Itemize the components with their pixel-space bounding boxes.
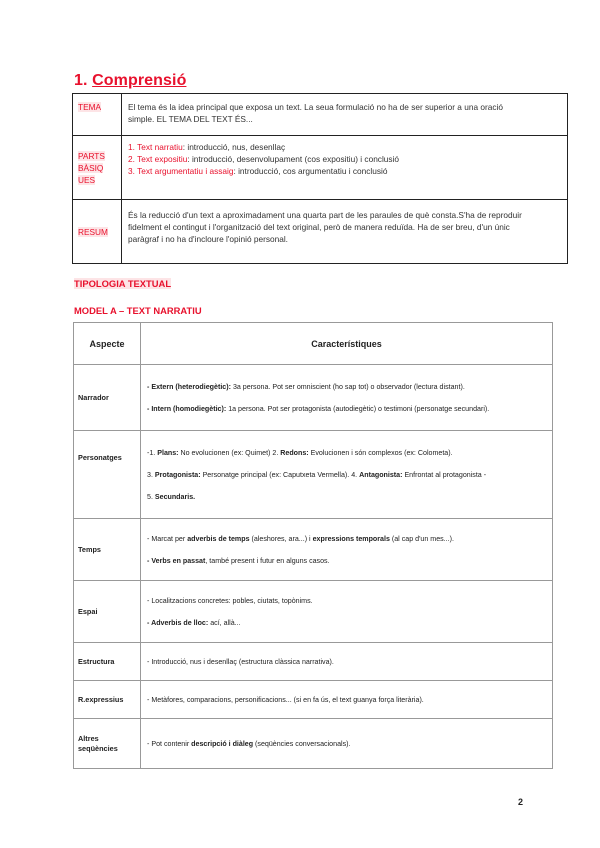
section-title [74,72,186,90]
text-resum: És la reducció d'un text a aproximadament una quarta part de les paraules de què consta.S'ha de reproduir fidelment el contingut i l'organització del text original, però de manera reduïda. Ha de ser breu, d'un únic paràgraf i no ha d'incloure l'opinió personal. [122,200,568,264]
row-temps [74,519,553,581]
desc-personatges: -1. Plans: No evolucionen (ex: Quimet) 2. Redons: Evolucionen i són complexos (ex: Colometa). 3. Protagonista: Personatge principal (ex: Caputxeta Vermella). 4. Antagonista: Enfrontat al protagonista - 5. Secundaris. [141,431,553,519]
aspect-personatges: Personatges [74,431,141,519]
label-parts: PARTS BÀSIQ UES [73,136,122,200]
aspect-espai: Espai [74,581,141,643]
label-tema: TEMA [73,94,122,136]
comprension-table [72,93,568,264]
info-row-tema [73,94,568,136]
aspect-temps: Temps [74,519,141,581]
model-a-table [73,322,553,769]
desc-narrador: - Extern (heterodiegètic): 3a persona. Pot ser omniscient (ho sap tot) o observador (lectura distant). - Intern (homodiegètic): 1a persona. Pot ser protagonista (autodiegètic) o testimoni (personatge secundari). [141,365,553,431]
label-resum: RESUM [73,200,122,264]
desc-estructura: - Introducció, nus i desenllaç (estructura clàssica narrativa). [141,643,553,681]
row-personatges [74,431,553,519]
row-rexpressius [74,681,553,719]
section-number: 1. [74,72,88,89]
header-caracteristiques: Característiques [141,323,553,365]
part-argumentatiu: 3. Text argumentatiu i assaig: introducció, cos argumentatiu i conclusió [128,166,388,176]
row-altres [74,719,553,769]
text-tema: El tema és la idea principal que exposa un text. La seua formulació no ha de ser superior a una oració simple. EL TEMA DEL TEXT ÉS... [122,94,568,136]
section-title-text: Comprensió [92,72,187,89]
aspect-narrador: Narrador [74,365,141,431]
info-row-parts [73,136,568,200]
row-estructura [74,643,553,681]
part-expositiu: 2. Text expositiu: introducció, desenvolupament (cos expositiu) i conclusió [128,154,400,164]
row-espai [74,581,553,643]
aspect-estructura: Estructura [74,643,141,681]
aspect-rexpressius: R.expressius [74,681,141,719]
desc-temps: - Marcat per adverbis de temps (aleshores, ara...) i expressions temporals (al cap d'un mes...). - Verbs en passat, també present i futur en alguns casos. [141,519,553,581]
desc-altres: - Pot contenir descripció i diàleg (seqüències conversacionals). [141,719,553,769]
page-number: 2 [518,797,524,807]
text-parts [122,136,568,200]
tipologia-heading: TIPOLOGIA TEXTUAL [74,278,172,289]
part-narratiu: 1. Text narratiu: introducció, nus, desenllaç [128,142,286,152]
model-heading: MODEL A – TEXT NARRATIU [74,305,202,316]
aspect-altres: Altres seqüències [74,719,141,769]
model-header-row [74,323,553,365]
desc-espai: - Localitzacions concretes: pobles, ciutats, topònims. - Adverbis de lloc: ací, allà... [141,581,553,643]
row-narrador [74,365,553,431]
header-aspecte: Aspecte [74,323,141,365]
desc-rexpressius: - Metàfores, comparacions, personificacions... (si en fa ús, el text guanya força literària). [141,681,553,719]
info-row-resum [73,200,568,264]
